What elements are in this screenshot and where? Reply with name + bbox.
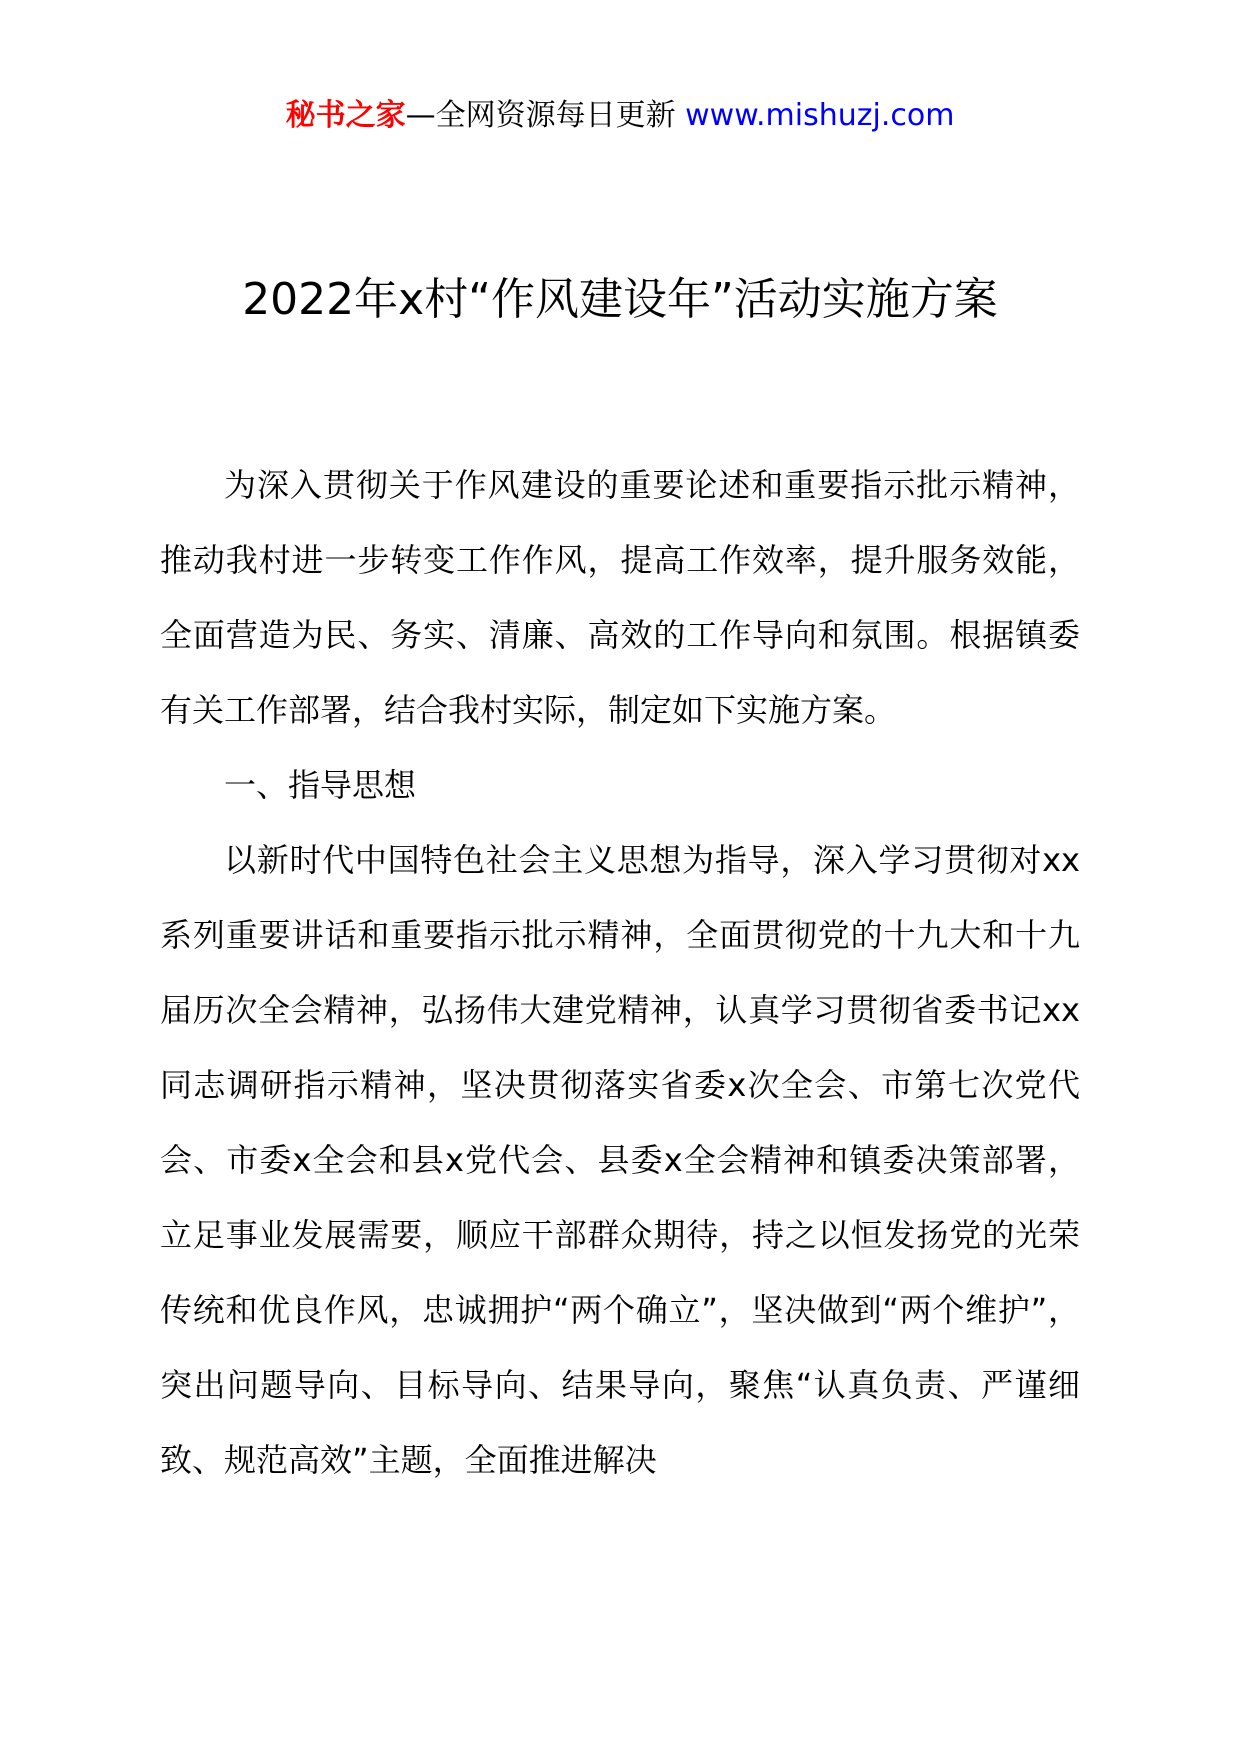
header-tagline: —全网资源每日更新 bbox=[405, 98, 676, 133]
guiding-ideology-paragraph: 以新时代中国特色社会主义思想为指导，深入学习贯彻对xx系列重要讲话和重要指示批示精神，全面贯彻党的十九大和十九届历次全会精神，弘扬伟大建党精神，认真学习贯彻省委书记xx同志调研指示精神，坚决贯彻落实省委x次全会、市第七次党代会、市委x全会和县x党代会、县委x全会精神和镇委决策部署，立足事业发展需要，顺应干部群众期待，持之以恒发扬党的光荣传统和优良作风，忠诚拥护“两个确立”，坚决做到“两个维护”，突出问题导向、目标导向、结果导向，聚焦“认真负责、严谨细致、规范高效”主题，全面推进解决 bbox=[160, 841, 1080, 1479]
document-title: 2022年x村“作风建设年”活动实施方案 bbox=[242, 274, 998, 325]
document-body bbox=[160, 448, 1080, 1498]
section-heading-guiding-ideology: 一、指导思想 bbox=[224, 766, 417, 804]
intro-paragraph: 为深入贯彻关于作风建设的重要论述和重要指示批示精神，推动我村进一步转变工作作风，提高工作效率，提升服务效能，全面营造为民、务实、清廉、高效的工作导向和氛围。根据镇委有关工作部署，结合我村实际，制定如下实施方案。 bbox=[160, 466, 1080, 729]
brand-name: 秘书之家 bbox=[285, 98, 406, 133]
site-header bbox=[0, 96, 1240, 136]
site-url-link[interactable]: www.mishuzj.com bbox=[685, 98, 955, 133]
